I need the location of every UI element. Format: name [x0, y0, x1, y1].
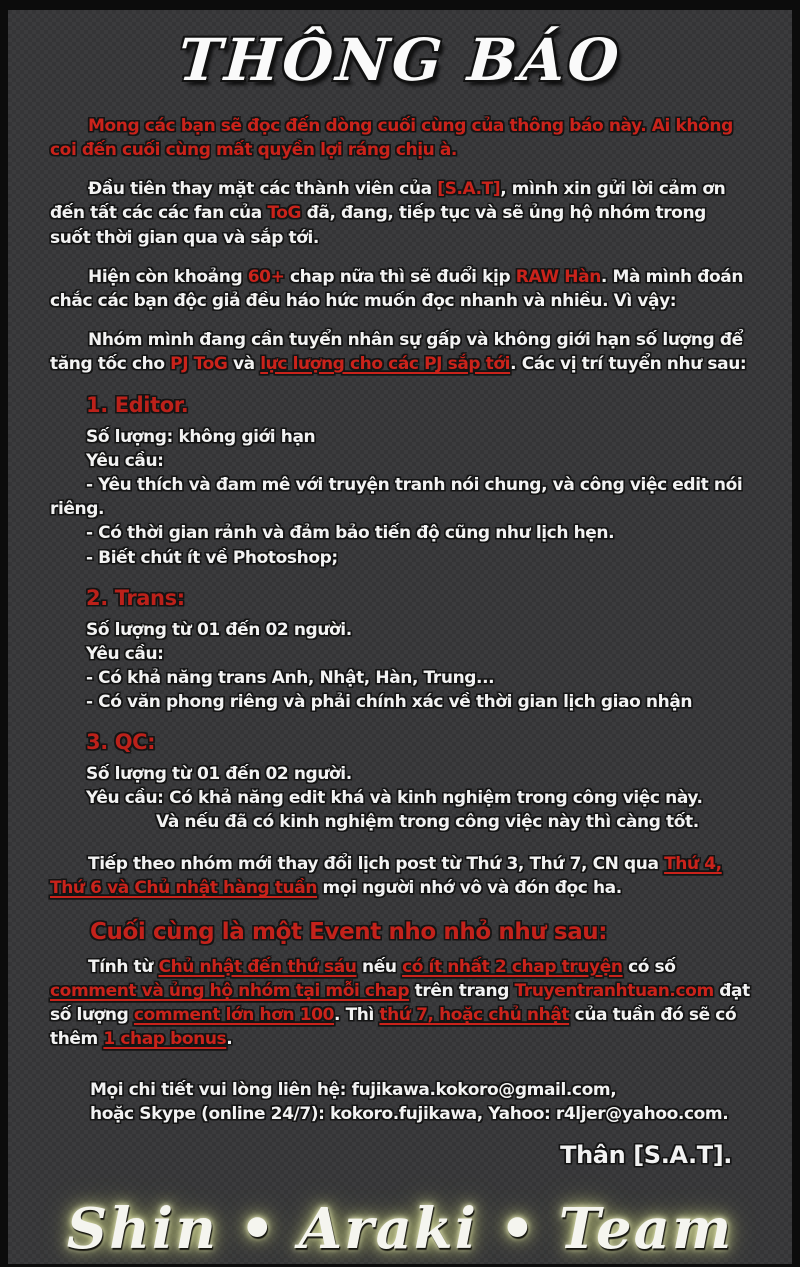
trans-line: - Có văn phong riêng và phải chính xác về thời gian lịch giao nhận — [86, 691, 693, 712]
qc-line: Số lượng từ 01 đến 02 người. — [86, 763, 352, 784]
text-segment: . Các vị trí tuyển như sau: — [510, 354, 747, 374]
editor-line: - Có thời gian rảnh và đảm bảo tiến độ cũng như lịch hẹn. — [86, 523, 615, 544]
text-segment: có ít nhất 2 chap truyện — [402, 957, 623, 978]
section-trans — [50, 584, 750, 714]
qc-heading: 3. QC: — [86, 730, 156, 754]
text-segment: đạt số lượng — [50, 981, 750, 1026]
editor-line: Số lượng: không giới hạn — [86, 426, 316, 447]
text-segment: lực lượng cho các PJ sắp tới — [260, 354, 511, 374]
editor-line: - Biết chút ít về Photoshop; — [86, 547, 338, 568]
text-segment: Thứ 4, Thứ 6 và Chủ nhật hàng tuần — [50, 854, 722, 899]
text-segment: mọi người nhớ vô và đón đọc ha. — [317, 878, 622, 899]
trans-line: Số lượng từ 01 đến 02 người. — [86, 619, 352, 640]
text-segment: Chủ nhật đến thứ sáu — [158, 957, 357, 978]
text-segment: Mong các bạn sẽ đọc đến dòng cuối cùng của thông báo này. Ai không coi đến cuối cùng mất quyền lợi ráng chịu à. — [50, 116, 733, 161]
text-segment: trên trang — [409, 981, 515, 1002]
text-segment: và — [227, 354, 261, 374]
trans-heading: 2. Trans: — [86, 585, 185, 610]
editor-heading: 1. Editor. — [86, 393, 189, 418]
editor-line: Yêu cầu: — [86, 451, 164, 472]
thanks-paragraph — [50, 177, 750, 249]
contact-line-email: Mọi chi tiết vui lòng liên hệ: fujikawa.kokoro@gmail.com, — [90, 1079, 617, 1100]
text-segment: RAW Hàn — [515, 266, 601, 287]
contact-line-skype: hoặc Skype (online 24/7): kokoro.fujikawa, Yahoo: r4ljer@yahoo.com. — [90, 1103, 729, 1124]
contact-block — [50, 1078, 750, 1126]
recruit-paragraph — [50, 328, 750, 376]
qc-line: Và nếu đã có kinh nghiệm trong công việc này thì càng tốt. — [156, 812, 699, 833]
trans-line: - Có khả năng trans Anh, Nhật, Hàn, Trung... — [86, 667, 495, 688]
text-segment: thứ 7, hoặc chủ nhật — [379, 1005, 570, 1026]
text-segment: đã, đang, tiếp tục và sẽ ủng hộ nhóm trong suốt thời gian qua và sắp tới. — [50, 203, 706, 248]
trans-line: Yêu cầu: — [86, 643, 164, 664]
text-segment: [S.A.T] — [437, 179, 501, 200]
text-segment: Nhóm mình đang cần tuyển nhân sự gấp và không giới hạn số lượng để tăng tốc cho — [50, 329, 743, 374]
event-heading: Cuối cùng là một Event nho nhỏ như sau: — [90, 919, 608, 946]
text-segment: comment và ủng hộ nhóm tại mỗi chap — [50, 981, 410, 1002]
text-segment: , mình xin gửi lời cảm ơn đến tất các các fan của — [50, 179, 726, 224]
text-segment: nếu — [356, 957, 403, 978]
section-qc — [50, 728, 750, 834]
editor-line: - Yêu thích và đam mê với truyện tranh nói chung, và công việc edit nói riêng. — [50, 475, 743, 520]
text-segment: ToG — [267, 203, 302, 224]
section-editor — [50, 391, 750, 570]
text-segment: PJ ToG — [170, 354, 228, 374]
signature: Thân [S.A.T]. — [560, 1140, 732, 1169]
event-paragraph — [50, 955, 750, 1052]
text-segment: 1 chap bonus — [103, 1029, 227, 1050]
text-segment: của tuần đó sẽ có thêm — [50, 1005, 737, 1050]
text-segment: Hiện còn khoảng — [88, 266, 248, 287]
text-segment: Tính từ — [88, 957, 159, 978]
schedule-paragraph — [50, 852, 750, 900]
text-segment: Truyentranhtuan.com — [514, 981, 714, 1002]
text-segment: comment lớn hơn 100 — [133, 1005, 334, 1026]
text-segment: chap nữa thì sẽ đuổi kịp — [284, 266, 516, 287]
text-segment: . — [226, 1029, 233, 1050]
text-segment: . Mà mình đoán chắc các bạn độc giả đều háo hức muốn đọc nhanh và nhiều. Vì vậy: — [50, 266, 744, 311]
qc-line: Yêu cầu: Có khả năng edit khá và kinh nghiệm trong công việc này. — [86, 787, 703, 808]
text-segment: có số — [622, 957, 676, 978]
text-segment: . Thì — [334, 1005, 380, 1026]
intro-paragraph — [50, 114, 750, 162]
text-segment: Tiếp theo nhóm mới thay đổi lịch post từ Thứ 3, Thứ 7, CN qua — [88, 854, 665, 875]
status-paragraph — [50, 265, 750, 313]
text-segment: 60+ — [247, 266, 285, 287]
text-segment: Đầu tiên thay mặt các thành viên của — [88, 179, 438, 200]
page-title: THÔNG BÁO — [176, 26, 624, 94]
team-logo: Shin • Araki • Team — [66, 1195, 734, 1262]
